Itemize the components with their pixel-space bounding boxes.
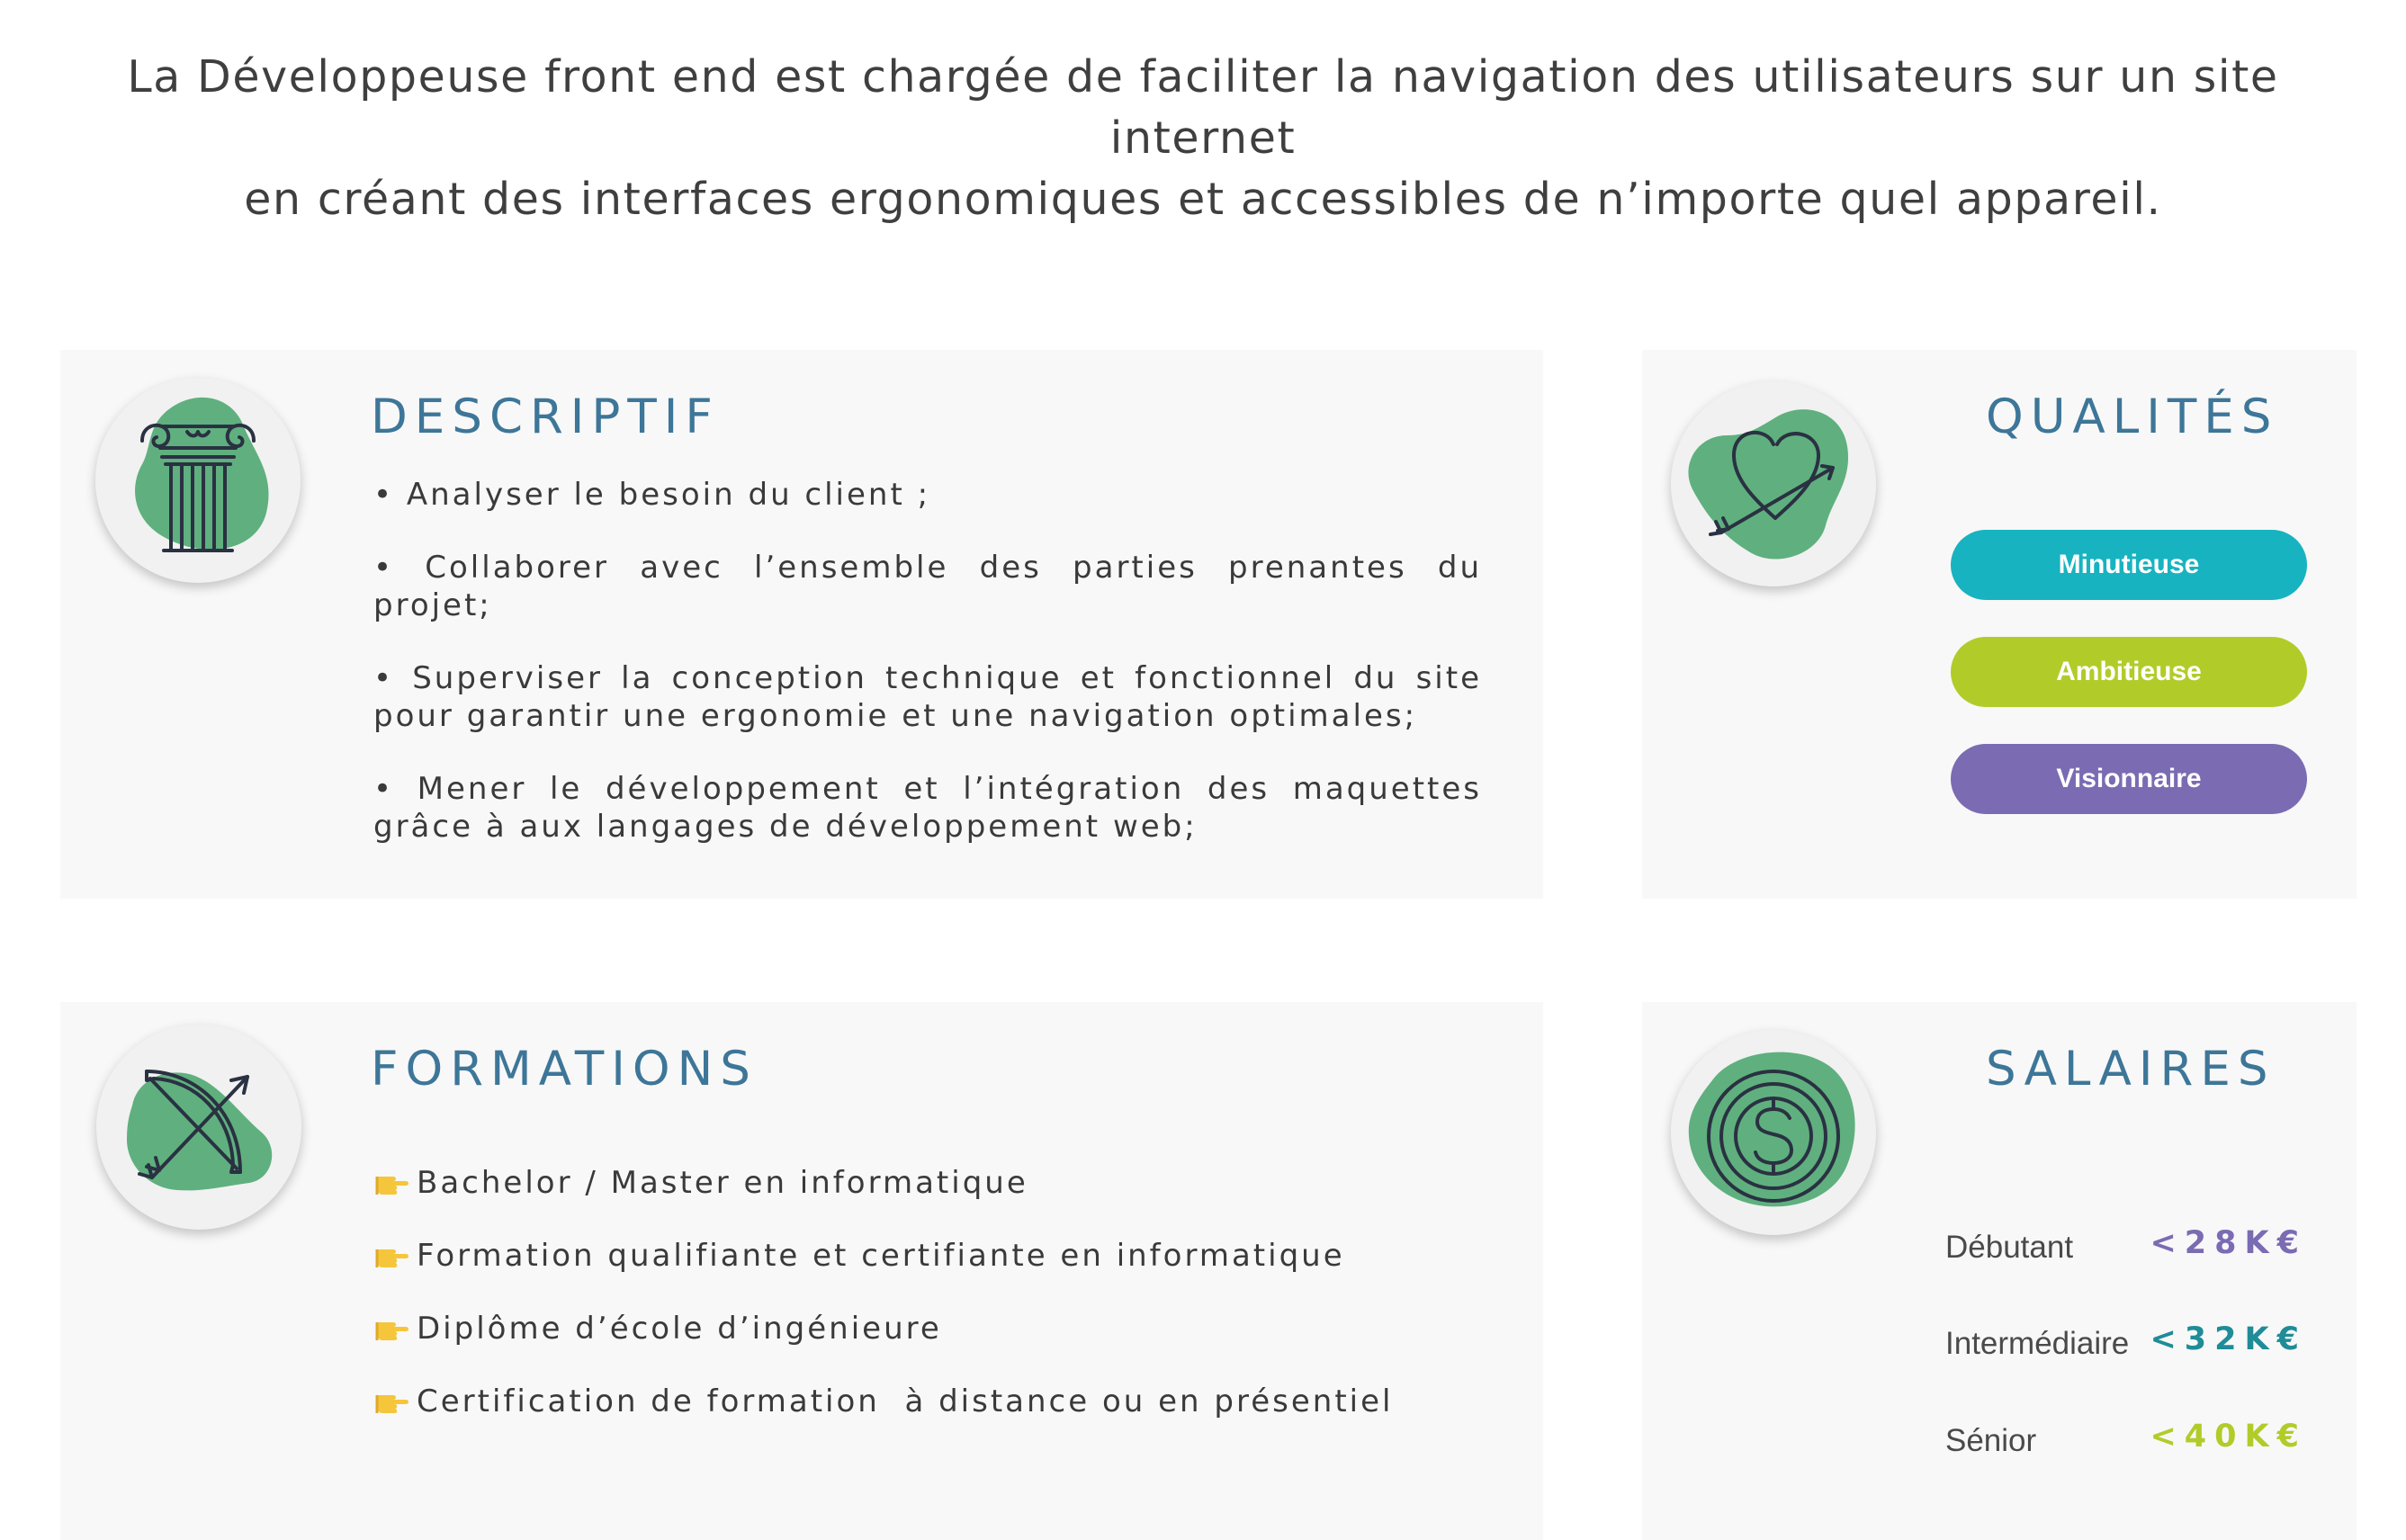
list-item: • Analyser le besoin du client ; xyxy=(373,477,931,513)
intro-line-1: La Développeuse front end est chargée de faciliter la navigation des utilisateurs sur un site internet xyxy=(127,51,2279,164)
salary-level-intermediaire: Intermédiaire xyxy=(1945,1326,2130,1361)
qualites-title: QUALITÉS xyxy=(1986,389,2279,444)
qualites-card xyxy=(1642,350,2357,899)
quality-pill-visionnaire: Visionnaire xyxy=(1951,744,2307,814)
intro-line-2: en créant des interfaces ergonomiques et accessibles de n’importe quel appareil. xyxy=(244,174,2162,225)
list-item: • Mener le développement et l’intégration des maquettes grâce à aux langages de développement web; xyxy=(373,771,1482,845)
pointing-hand-icon xyxy=(373,1164,409,1200)
formation-label: Certification de formation à distance ou en présentiel xyxy=(417,1383,1394,1419)
salary-level-senior: Sénior xyxy=(1945,1423,2037,1458)
descriptif-title: DESCRIPTIF xyxy=(371,389,720,444)
pointing-hand-icon xyxy=(373,1237,409,1273)
greek-column-icon xyxy=(95,378,301,583)
formations-title: FORMATIONS xyxy=(371,1042,758,1097)
intro-text xyxy=(36,47,2370,230)
list-item xyxy=(373,1310,1525,1383)
formations-list xyxy=(373,1164,1525,1455)
list-item xyxy=(373,1164,1525,1237)
list-item: • Collaborer avec l’ensemble des parties prenantes du projet; xyxy=(373,550,1482,623)
quality-pill-ambitieuse: Ambitieuse xyxy=(1951,637,2307,707)
quality-pill-minutieuse: Minutieuse xyxy=(1951,530,2307,600)
bow-arrow-icon xyxy=(96,1025,301,1230)
pointing-hand-icon xyxy=(373,1383,409,1419)
formation-label: Bachelor / Master en informatique xyxy=(417,1165,1028,1201)
formation-label: Formation qualifiante et certifiante en informatique xyxy=(417,1238,1345,1274)
salaires-card xyxy=(1642,1002,2357,1540)
salary-value-debutant: <28K€ xyxy=(2150,1225,2307,1261)
salary-value-senior: <40K€ xyxy=(2150,1419,2307,1455)
formation-label: Diplôme d’école d’ingénieure xyxy=(417,1311,942,1347)
descriptif-card xyxy=(60,350,1543,899)
list-item: • Superviser la conception technique et fonctionnel du site pour garantir une ergonomie et une navigation optimales; xyxy=(373,660,1482,734)
salaires-title: SALAIRES xyxy=(1986,1042,2276,1097)
dollar-coin-icon xyxy=(1671,1030,1876,1235)
pointing-hand-icon xyxy=(373,1310,409,1346)
list-item xyxy=(373,1237,1525,1310)
heart-arrow-icon xyxy=(1671,381,1876,586)
descriptif-list xyxy=(373,476,1482,881)
salary-level-debutant: Débutant xyxy=(1945,1230,2074,1265)
formations-card xyxy=(60,1002,1543,1540)
list-item xyxy=(373,1383,1525,1455)
salary-value-intermediaire: <32K€ xyxy=(2150,1321,2307,1357)
